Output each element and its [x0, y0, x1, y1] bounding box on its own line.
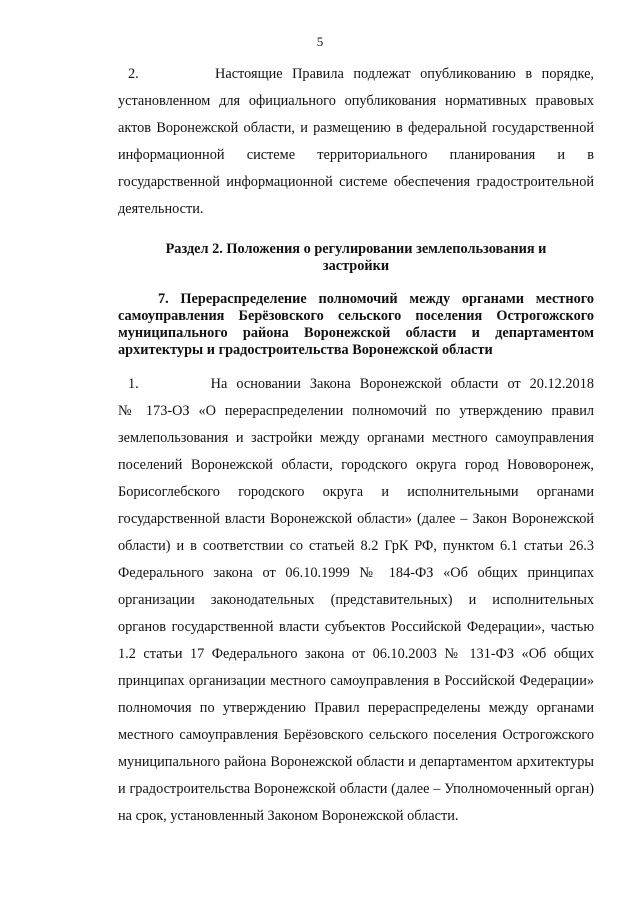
section-heading-line-1: Раздел 2. Положения о регулировании землепользования и — [165, 241, 547, 257]
section-heading — [118, 241, 594, 275]
paragraph-1-line-14: местного самоуправления Берёзовского сельского поселения Острогожского — [118, 727, 594, 743]
paragraph-2-line-3: актов Воронежской области, и размещению в федеральной государственной — [118, 120, 594, 136]
paragraph-2-line-4: информационной системе территориального планирования и в — [118, 147, 594, 163]
paragraph-1-line-11: 1.2 статьи 17 Федерального закона от 06.10.2003 № 131-ФЗ «Об общих — [118, 646, 594, 662]
paragraph-1-line-16: и градостроительства Воронежской области (далее – Уполномоченный орган) — [118, 781, 594, 797]
section-heading-line-2: застройки — [322, 258, 390, 274]
paragraph-2-line-6: деятельности. — [118, 201, 204, 217]
paragraph-1-line-6: государственной власти Воронежской области» (далее – Закон Воронежской — [118, 511, 594, 527]
paragraph-1 — [118, 371, 594, 830]
paragraph-2-line-1: 2. Настоящие Правила подлежат опубликованию в порядке, — [128, 66, 594, 82]
paragraph-2 — [118, 61, 594, 223]
paragraph-1-line-17: на срок, установленный Законом Воронежской области. — [118, 808, 459, 824]
paragraph-1-line-3: землепользования и застройки между органами местного самоуправления — [118, 430, 594, 446]
paragraph-1-line-4: поселений Воронежской области, городского округа город Нововоронеж, — [118, 457, 594, 473]
paragraph-1-line-8: Федерального закона от 06.10.1999 № 184-ФЗ «Об общих принципах — [118, 565, 594, 581]
paragraph-1-line-5: Борисоглебского городского округа и исполнительными органами — [118, 484, 594, 500]
paragraph-1-line-10: органов государственной власти субъектов Российской Федерации», частью — [118, 619, 594, 635]
paragraph-2-line-5: государственной информационной системе обеспечения градостроительной — [118, 174, 594, 190]
paragraph-1-line-7: области) и в соответствии со статьей 8.2 ГрК РФ, пунктом 6.1 статьи 26.3 — [118, 538, 594, 554]
paragraph-1-line-13: полномочия по утверждению Правил перераспределены между органами — [118, 700, 594, 716]
page-number: 5 — [316, 34, 324, 49]
paragraph-1-line-1: 1. На основании Закона Воронежской области от 20.12.2018 — [128, 376, 594, 392]
article-heading — [118, 291, 594, 359]
paragraph-1-line-15: муниципального района Воронежской области и департаментом архитектуры — [118, 754, 594, 770]
paragraph-1-line-2: № 173-ОЗ «О перераспределении полномочий по утверждению правил — [118, 403, 594, 419]
article-heading-line-3: муниципального района Воронежской области и департаментом — [118, 325, 594, 341]
article-heading-line-2: самоуправления Берёзовского сельского поселения Острогожского — [118, 308, 594, 324]
paragraph-1-line-12: принципах организации местного самоуправления в Российской Федерации» — [118, 673, 594, 689]
article-heading-line-4: архитектуры и градостроительства Воронежской области — [118, 342, 493, 358]
paragraph-2-line-2: установленном для официального опубликования нормативных правовых — [118, 93, 594, 109]
paragraph-1-line-9: организации законодательных (представительных) и исполнительных — [118, 592, 594, 608]
article-heading-line-1: 7. Перераспределение полномочий между органами местного — [158, 291, 594, 307]
